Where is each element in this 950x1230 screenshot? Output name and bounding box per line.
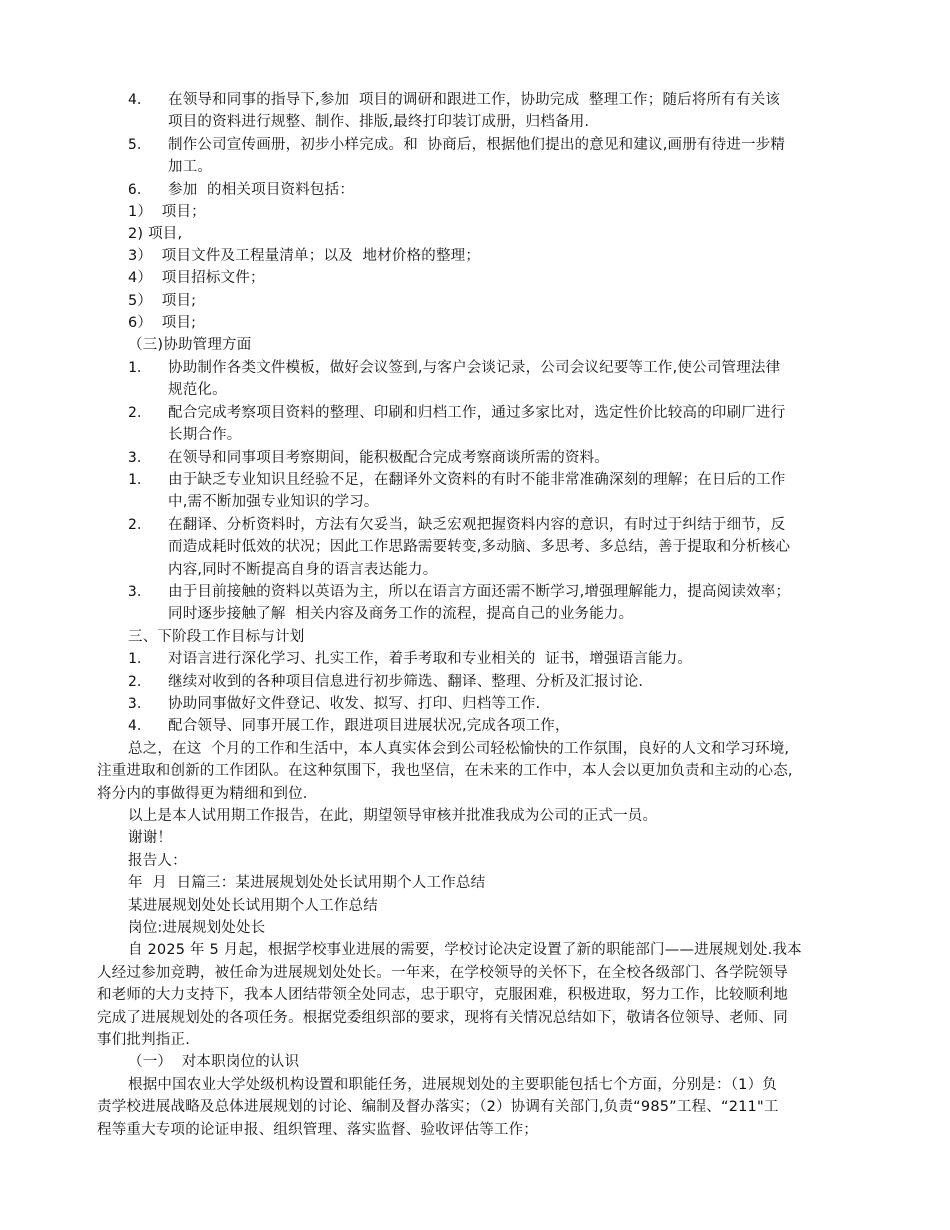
paragraph-line: 和老师的大力支持下，我本人团结带领全处同志，忠于职守，克服困难，积极进取，努力工作，比较顺利地: [97, 987, 788, 1003]
item-text: 在领导和同事的指导下,参加 项目的调研和跟进工作，协助完成 整理工作；随后将所有有关该: [168, 92, 781, 108]
item-number: 3．: [128, 696, 152, 712]
section-heading: （一） 对本职岗位的认识: [128, 1054, 300, 1070]
item-number: 1．: [128, 360, 152, 376]
item-number: 4．: [128, 718, 152, 734]
document-title: 某进展规划处处长试用期个人工作总结: [128, 898, 378, 914]
item-text: 在翻译、分析资料时，方法有欠妥当，缺乏宏观把握资料内容的意识，有时过于纠结于细节，反: [168, 517, 786, 533]
paragraph-line: 将分内的事做得更为精细和到位.: [97, 786, 308, 802]
list-item: [128, 715, 570, 737]
item-text: 在领导和同事项目考察期间，能积极配合完成考察商谈所需的资料。: [168, 450, 609, 466]
item-text: 继续对收到的各种项目信息进行初步筛选、翻译、整理、分析及汇报讨论.: [168, 674, 644, 690]
paragraph-line: 总之，在这 个月的工作和生活中，本人真实体会到公司轻松愉快的工作氛围，良好的人文和学习环境,: [128, 741, 790, 757]
list-item: [128, 693, 540, 715]
sub-item: 1） 项目；: [128, 204, 206, 220]
text-line: 中,需不断加强专业知识的学习。: [168, 494, 379, 510]
item-number: 3．: [128, 450, 152, 466]
item-number: 3．: [128, 584, 152, 600]
item-text: 配合领导、同事开展工作，跟进项目进展状况,完成各项工作，: [168, 718, 570, 734]
item-text: 对语言进行深化学习、扎实工作，着手考取和专业相关的 证书，增强语言能力。: [168, 651, 693, 667]
paragraph-line: 报告人：: [128, 853, 187, 869]
paragraph-line: 年 月 日篇三：某进展规划处处长试用期个人工作总结: [128, 875, 486, 891]
paragraph-line: 事们批判指正.: [97, 1032, 191, 1048]
section-heading: 三、下阶段工作目标与计划: [128, 629, 305, 645]
list-item: [128, 469, 785, 491]
list-item: [128, 402, 785, 424]
list-item: [128, 514, 785, 536]
item-text: 协助同事做好文件登记、收发、拟写、打印、归档等工作.: [168, 696, 541, 712]
list-item: [128, 648, 692, 670]
list-item: [128, 179, 354, 201]
paragraph-line: 注重进取和创新的工作团队。在这种氛围下，我也坚信，在未来的工作中，本人会以更加负责和主动的心态,: [97, 763, 793, 779]
item-number: 4．: [128, 92, 152, 108]
item-text: 由于缺乏专业知识且经验不足，在翻译外文资料的有时不能非常准确深刻的理解；在日后的工作: [168, 472, 786, 488]
sub-item: 5） 项目;: [128, 293, 197, 309]
item-number: 1．: [128, 472, 152, 488]
text-line: 加工。: [168, 159, 213, 175]
paragraph-line: 程等重大专项的论证申报、组织管理、落实监督、验收评估等工作；: [97, 1122, 538, 1138]
section-heading: （三)协助管理方面: [128, 337, 252, 353]
paragraph-line: 根据中国农业大学处级机构设置和职能任务，进展规划处的主要职能包括七个方面，分别是：（1）负: [128, 1077, 777, 1093]
text-line: 而造成耗时低效的状况；因此工作思路需要转变,多动脑、多思考、多总结，善于提取和分析核心: [168, 539, 791, 555]
item-number: 2．: [128, 674, 152, 690]
list-item: [128, 581, 790, 603]
item-number: 2．: [128, 405, 152, 421]
sub-item: 2) 项目,: [128, 226, 183, 242]
list-item: [128, 671, 643, 693]
list-item: [128, 89, 780, 111]
paragraph-line: 谢谢！: [128, 830, 173, 846]
paragraph-line: 以上是本人试用期工作报告，在此，期望领导审核并批准我成为公司的正式一员。: [128, 808, 658, 824]
item-text: 协助制作各类文件模板，做好会议签到,与客户会谈记录，公司会议纪要等工作,使公司管理法律: [168, 360, 781, 376]
sub-item: 4） 项目招标文件；: [128, 270, 265, 286]
list-item: [128, 357, 780, 379]
item-number: 5．: [128, 137, 152, 153]
text-line: 规范化。: [168, 382, 227, 398]
list-item: [128, 134, 785, 156]
sub-item: 6） 项目;: [128, 315, 197, 331]
text-line: 长期合作。: [168, 427, 242, 443]
item-text: 配合完成考察项目资料的整理、印刷和归档工作，通过多家比对，选定性价比较高的印刷厂进行: [168, 405, 786, 421]
paragraph-line: 自 2025 年 5 月起，根据学校事业进展的需要，学校讨论决定设置了新的职能部门——进展规划处.我本: [128, 942, 802, 958]
paragraph-line: 完成了进展规划处的各项任务。根据党委组织部的要求，现将有关情况总结如下，敬请各位领导、老师、同: [97, 1010, 788, 1026]
item-text: 参加 的相关项目资料包括：: [168, 182, 355, 198]
item-number: 6．: [128, 182, 152, 198]
paragraph-line: 岗位:进展规划处处长: [128, 920, 266, 936]
item-number: 1．: [128, 651, 152, 667]
item-number: 2．: [128, 517, 152, 533]
item-text: 制作公司宣传画册，初步小样完成。和 协商后，根据他们提出的意见和建议,画册有待进一步精: [168, 137, 786, 153]
text-line: 同时逐步接触了解 相关内容及商务工作的流程，提高自己的业务能力。: [168, 606, 634, 622]
text-line: 项目的资料进行规整、制作、排版,最终打印装订成册，归档备用.: [168, 114, 590, 130]
item-text: 由于目前接触的资料以英语为主，所以在语言方面还需不断学习,增强理解能力，提高阅读效率；: [168, 584, 791, 600]
sub-item: 3） 项目文件及工程量清单；以及 地材价格的整理；: [128, 248, 481, 264]
paragraph-line: 责学校进展战略及总体进展规划的讨论、编制及督办落实；（2）协调有关部门,负责“985”工程、“211"工: [97, 1099, 779, 1115]
text-line: 内容,同时不断提高自身的语言表达能力。: [168, 562, 438, 578]
list-item: [128, 447, 609, 469]
paragraph-line: 人经过参加竞聘，被任命为进展规划处处长。一年来，在学校领导的关怀下，在全校各级部门、各学院领导: [97, 965, 788, 981]
